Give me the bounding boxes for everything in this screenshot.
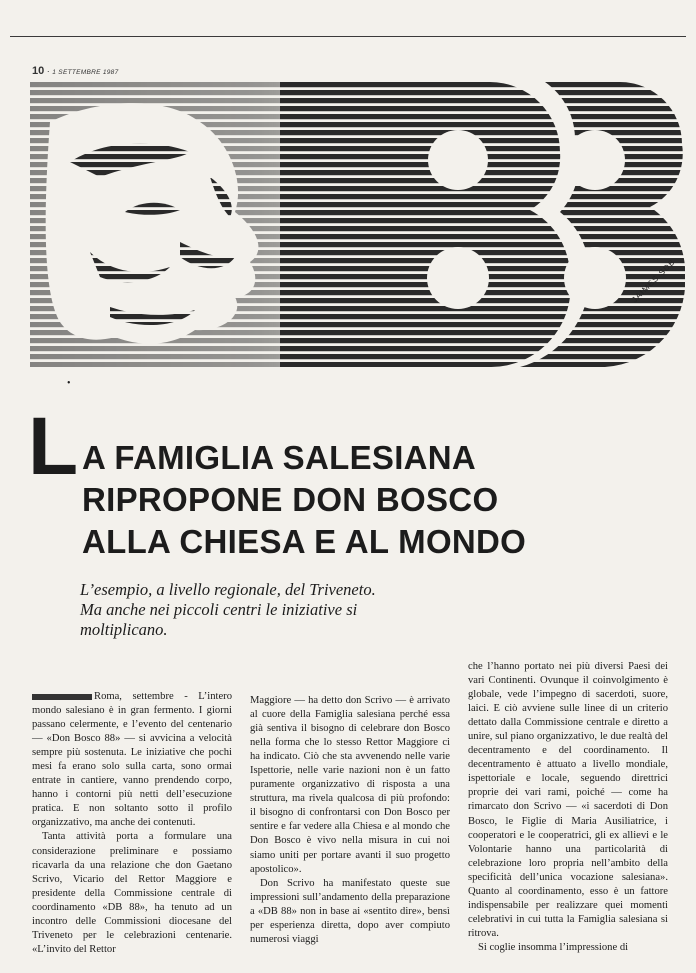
headline-initial: L bbox=[28, 401, 79, 492]
decorative-dot: • bbox=[67, 378, 71, 389]
article-column-2 bbox=[250, 694, 450, 947]
column-2-paragraph-2: Don Scrivo ha manifestato queste sue impressioni sull’andamento della preparazione a «DB 88» non in base ai «sentito dire», bensì per esperienza diretta, dopo aver compiuto numerosi viaggi bbox=[250, 877, 450, 945]
article-column-1 bbox=[32, 690, 232, 957]
artist-signature: JAIMES SDB bbox=[630, 257, 678, 305]
column-1-paragraph-2: Tanta attività porta a formulare una considerazione preliminare e possiamo ricavarla da una relazione che don Gaetano Scrivo, Vicario del Rettor Maggiore e presidente della Commissione centrale di coordinamento «DB 88», ha tenuto ad un incontro delle Commissioni diocesane del Triveneto per le celebrazioni centenarie. «L’invito del Rettor bbox=[32, 831, 232, 955]
column-2-paragraph-1: Maggiore — ha detto don Scrivo — è arrivato al cuore della Famiglia salesiana perché essa già sentiva il bisogno di celebrare don Bosco nella forma che lo stesso Rettor Maggiore ci ha indicato. Ciò che sta avvenendo nelle varie Ispettorie, nelle varie nazioni non è un fatto puramente organizzativo di risposta a una struttura, ma rivela qualcosa di più profondo: il bisogno di confrontarsi con Don Bosco per sentire e far vedere alla Chiesa e al mondo che Don Bosco è vivo nella misura in cui noi siamo uniti per portare avanti il suo progetto apostolico». bbox=[250, 695, 450, 875]
top-rule bbox=[10, 36, 686, 37]
page-number: 10 bbox=[32, 65, 45, 77]
column-1-paragraph-1 bbox=[32, 690, 232, 830]
article-subtitle: L’esempio, a livello regionale, del Triveneto. Ma anche nei piccoli centri le iniziative si moltiplicano. bbox=[80, 580, 376, 639]
lead-bar bbox=[32, 694, 92, 700]
headline-line-1: A FAMIGLIA SALESIANA bbox=[82, 439, 477, 476]
db88-letterforms bbox=[280, 82, 685, 367]
column-1-text-1: Roma, settembre - L’intero mondo salesiano è in gran fermento. I giorni passano celermente, e l’evento del centenario — «Don Bosco 88» — si avvicina a velocità sempre più sostenuta. Le iniziative che pochi mesi fa erano solo sulla carta, sono ormai entrate in cantiere, vanno prendendo corpo, hanno i contorni più netti dell’esecuzione pratica. E non soltanto sotto il profilo organizzativo, ma anche dei contenuti. bbox=[32, 691, 232, 829]
issue-date: 1 SETTEMBRE 1987 bbox=[52, 69, 119, 76]
page-folio bbox=[32, 65, 119, 77]
headline-line-3: ALLA CHIESA E AL MONDO bbox=[82, 523, 527, 560]
folio-separator: · bbox=[46, 66, 50, 76]
column-3-paragraph-2: Si coglie insomma l’impressione di bbox=[478, 941, 629, 953]
headline-line-2: RIPROPONE DON BOSCO bbox=[82, 481, 499, 518]
db88-banner-illustration bbox=[30, 82, 685, 367]
column-3-paragraph-1: che l’hanno portato nei più diversi Paesi dei vari Continenti. Ovunque il coinvolgimento è globale, vede l’impegno di sacerdoti, suore, laici. E ciò avviene sulle linee di un criterio dettato dalla Commissione centrale e diretto a unire, sul piano organizzativo, le due realtà del decentramento e del coordinamento. Il decentramento è attuato a livello mondiale, ispettoriale e locale, seguendo direttrici proprie dei vari rami, poiché — come ha rimarcato don Scrivo — «i sacerdoti di Don Bosco, le Figlie di Maria Ausiliatrice, i cooperatori e le cooperatrici, gli ex allievi e le Volontarie hanno una particolarità di celebrazione loro propria nell’ambito della specificità dell’unica vocazione salesiana». Quanto al coordinamento, esso è un fattore indispensabile per realizzare quei momenti celebrativi in cui tutta la Famiglia salesiana si ritrova. bbox=[468, 661, 668, 939]
article-column-3 bbox=[468, 660, 668, 955]
